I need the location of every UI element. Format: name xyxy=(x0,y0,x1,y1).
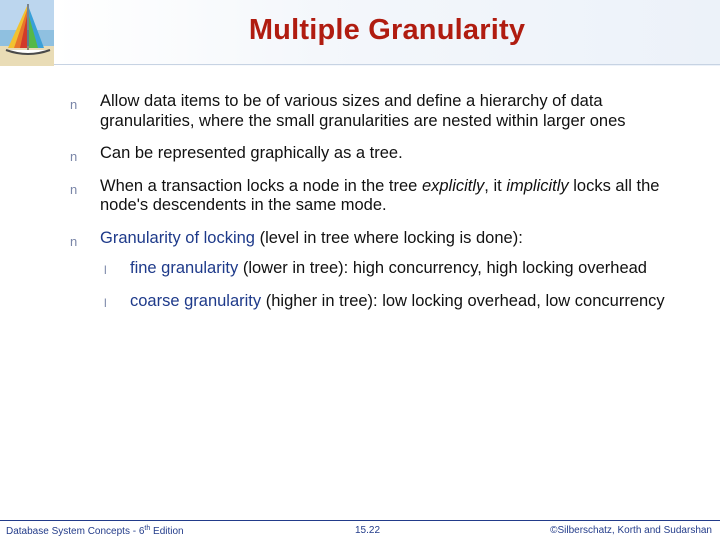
bullet-marker-icon: n xyxy=(70,233,78,249)
bullet-item xyxy=(70,144,700,164)
footer-book-title xyxy=(6,525,184,537)
footer-divider xyxy=(0,520,720,521)
sub-bullet-marker-icon: l xyxy=(104,295,107,310)
bullet-marker-icon: n xyxy=(70,181,78,197)
sub-bullet-text: (lower in tree): high concurrency, high locking overhead xyxy=(238,259,647,277)
bullet-marker-icon: n xyxy=(70,149,78,164)
bullet-item xyxy=(70,177,700,216)
sub-bullet-highlight: coarse granularity xyxy=(130,291,262,310)
bullet-text-part: , it xyxy=(484,176,507,195)
bullet-highlight: Granularity of locking xyxy=(100,228,255,247)
sub-bullet-marker-icon: l xyxy=(104,263,107,277)
bullet-list xyxy=(70,92,700,324)
footer-book-sup: th xyxy=(144,525,151,532)
slide-footer xyxy=(0,520,720,540)
bullet-text: Can be represented graphically as a tree. xyxy=(100,144,403,162)
bullet-item xyxy=(70,92,700,131)
sub-bullet-item xyxy=(100,259,700,279)
bullet-text-part: When a transaction locks a node in the tree xyxy=(100,176,422,195)
bullet-emphasis: explicitly xyxy=(421,176,485,195)
slide-title: Multiple Granularity xyxy=(248,14,526,46)
sub-bullet-item xyxy=(100,292,700,312)
sub-bullet-highlight: fine granularity xyxy=(130,259,239,277)
footer-book-suffix: Edition xyxy=(150,526,184,537)
footer-page-number: 15.22 xyxy=(355,525,381,536)
bullet-marker-icon: n xyxy=(70,97,78,112)
bullet-item xyxy=(70,229,700,249)
title-bar xyxy=(54,0,720,66)
bullet-emphasis: implicitly xyxy=(506,176,569,195)
bullet-text: Allow data items to be of various sizes and define a hierarchy of data granularities, where the small granularities are nested within larger ones xyxy=(100,92,626,130)
sailboat-logo-icon xyxy=(0,0,54,66)
bullet-text-part: (level in tree where locking is done): xyxy=(255,228,523,247)
footer-copyright: ©Silberschatz, Korth and Sudarshan xyxy=(550,525,712,536)
sub-bullet-text: (higher in tree): low locking overhead, low concurrency xyxy=(261,291,665,310)
footer-book-prefix: Database System Concepts - 6 xyxy=(6,526,145,537)
bullet-text-part: locks all the node's descendents in the same mode. xyxy=(100,176,660,214)
title-divider xyxy=(54,64,720,65)
